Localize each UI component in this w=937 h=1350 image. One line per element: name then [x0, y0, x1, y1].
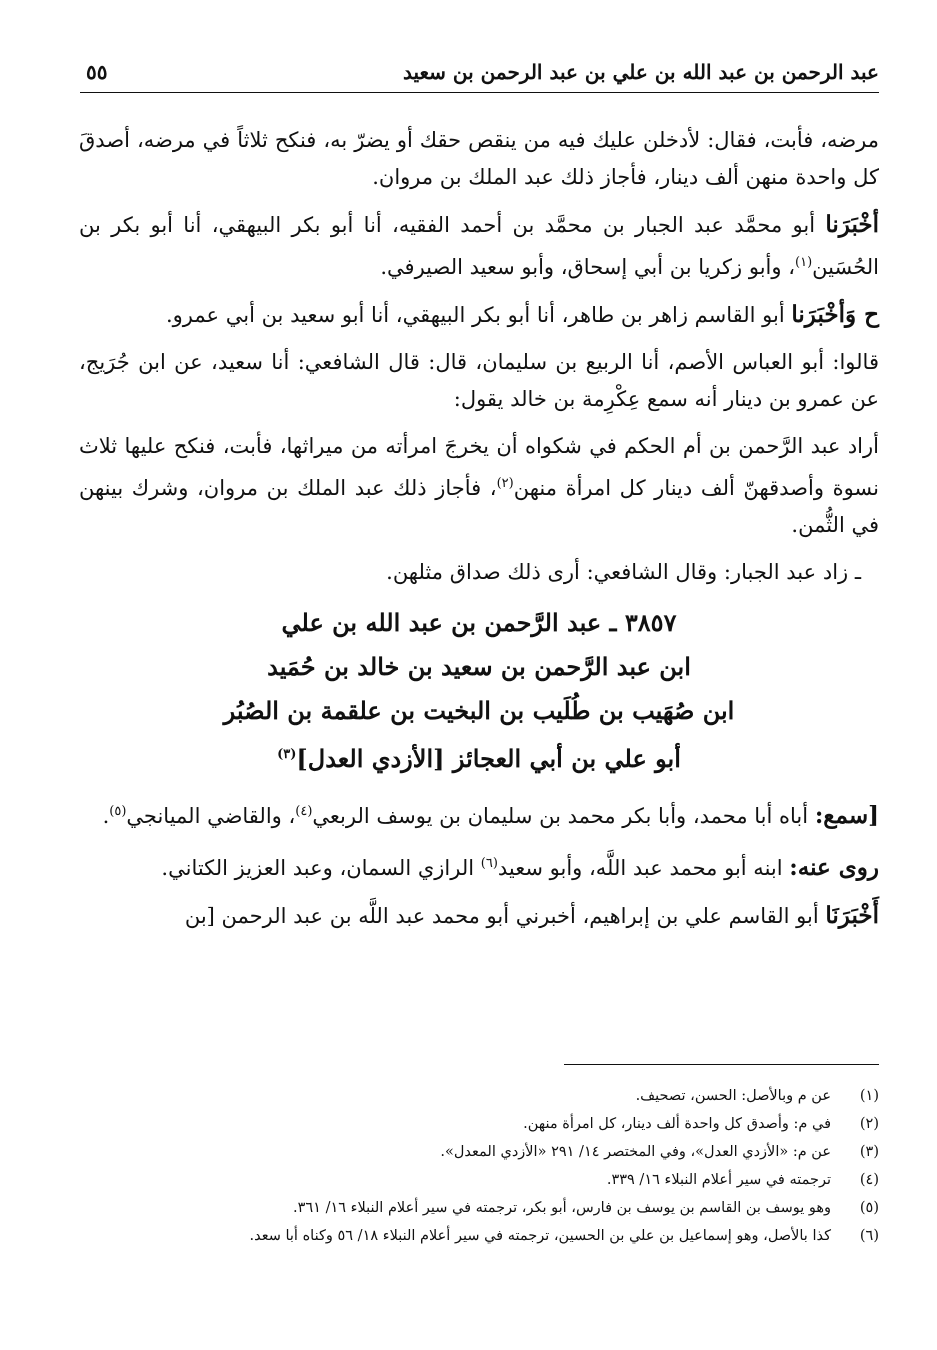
paragraph-text: أبو محمَّد عبد الجبار بن محمَّد بن أحمد الفقيه، أنا أبو بكر البيهقي، أنا أبو بكر بن الحُسَين — [79, 213, 879, 279]
paragraph-text: قالوا: أبو العباس الأصم، أنا الربيع بن سليمان، قال: قال الشافعي: أنا سعيد، عن ابن جُرَيج، عن عمرو بن دينار أنه سمع عِكْرِمة بن خالد يقول: — [79, 350, 879, 411]
entry-heading — [79, 601, 879, 781]
paragraph-text: أبو القاسم علي بن إبراهيم، أخبرني أبو محمد عبد اللَّه بن عبد الرحمن [بن — [184, 904, 819, 928]
footnote — [79, 1194, 879, 1222]
isnad-lead: ح وَأخْبَرَنا — [791, 301, 879, 328]
entry-heading-line — [79, 733, 879, 781]
footnote-ref: (٦) — [480, 856, 498, 871]
footnote-text: عن م وبالأصل: الحسن، تصحيف. — [635, 1088, 831, 1104]
main-text — [79, 122, 879, 945]
footnote-number: (٤) — [859, 1172, 879, 1188]
paragraph — [79, 122, 879, 196]
footnote-number: (٢) — [859, 1116, 879, 1132]
paragraph-text: أبو القاسم زاهر بن طاهر، أنا أبو بكر البيهقي، أنا أبو سعيد بن أبي عمرو. — [165, 303, 785, 327]
footnote — [79, 1222, 879, 1250]
footnote-ref: (١) — [795, 255, 813, 270]
isnad-lead: أخْبَرَنا — [825, 211, 879, 238]
footnote — [79, 1138, 879, 1166]
entry-heading-line: ابن صُهَيب بن طُلَيب بن البخيت بن علقمة بن الصُبُر — [223, 696, 735, 725]
paragraph — [79, 554, 861, 591]
paragraph-text: مرضه، فأبت، فقال: لأدخلن عليك فيه من ينقص حقك أو يضرّ به، فنكح ثلاثاً في مرضه، أصدقَ كل واحدة منهن ألف دينار، فأجاز ذلك عبد الملك بن مروان. — [79, 128, 879, 189]
footnote — [79, 1110, 879, 1138]
footnote-number: (١) — [859, 1088, 879, 1104]
paragraph — [79, 206, 879, 286]
page-number: ٥٥ — [86, 60, 108, 84]
footnote-divider — [564, 1064, 879, 1065]
running-title: عبد الرحمن بن عبد الله بن علي بن عبد الرحمن بن سعيد — [403, 60, 879, 84]
paragraph-text: ، والقاضي الميانجي — [126, 804, 296, 828]
footnote-text: عن م: «الأزدي العدل»، وفي المختصر ١٤/ ٢٩١ «الأزدي المعدل». — [440, 1144, 831, 1160]
isnad-lead: أَخْبَرَنَا — [825, 902, 879, 929]
footnote-number: (٥) — [859, 1200, 879, 1216]
footnote — [79, 1082, 879, 1110]
footnote-text: وهو يوسف بن القاسم بن يوسف بن فارس، أبو بكر، ترجمته في سير أعلام النبلاء ١٦/ ٣٦١. — [293, 1200, 831, 1216]
paragraph — [79, 428, 879, 544]
entry-heading-line: ٣٨٥٧ ـ عبد الرَّحمن بن عبد الله بن علي — [281, 608, 677, 637]
section-lead: [سمع: — [814, 802, 879, 829]
paragraph — [79, 793, 879, 835]
paragraph-text: ، وأبو زكريا بن أبي إسحاق، وأبو سعيد الصيرفي. — [380, 255, 795, 279]
paragraph — [79, 296, 879, 334]
paragraph-text: أباه أبا محمد، وأبا بكر محمد بن سليمان بن يوسف الربعي — [312, 804, 809, 828]
footnote-number: (٦) — [859, 1228, 879, 1244]
footnotes — [79, 1082, 879, 1250]
paragraph — [79, 845, 879, 887]
paragraph-text: ، فأجاز ذلك عبد الملك بن مروان، وشرك بينهن في الثُّمن. — [79, 476, 879, 537]
section-lead: روى عنه: — [789, 854, 879, 881]
paragraph — [79, 344, 879, 418]
footnote — [79, 1166, 879, 1194]
paragraph-text: أراد عبد الرَّحمن بن أم الحكم في شكواه أن يخرجَ امرأته من ميراثها، فأبت، فنكح عليها ثلاث نسوة وأصدقهنّ ألف دينار كل امرأة منهن — [79, 434, 879, 500]
paragraph-text: ابنه أبو محمد عبد اللَّه، وأبو سعيد — [497, 856, 783, 880]
footnote-ref: (٢) — [496, 476, 514, 491]
footnote-ref: (٤) — [295, 804, 313, 819]
page-header — [80, 58, 879, 93]
paragraph — [79, 897, 879, 935]
paragraph-text: . — [102, 804, 110, 828]
paragraph-text: ـ زاد عبد الجبار: وقال الشافعي: أرى ذلك صداق مثلهن. — [386, 560, 861, 584]
footnote-number: (٣) — [859, 1144, 879, 1160]
footnote-text: ترجمته في سير أعلام النبلاء ١٦/ ٣٣٩. — [606, 1172, 831, 1188]
footnote-ref: (٣) — [277, 747, 297, 762]
footnote-text: في م: وأصدق كل واحدة ألف دينار، كل امرأة منهن. — [523, 1116, 831, 1132]
paragraph-text: الرازي السمان، وعبد العزيز الكتاني. — [161, 856, 481, 880]
footnote-ref: (٥) — [109, 804, 127, 819]
footnote-text: كذا بالأصل، وهو إسماعيل بن علي بن الحسين، ترجمته في سير أعلام النبلاء ١٨/ ٥٦ وكناه أبا سعد. — [249, 1228, 831, 1244]
entry-heading-text: أبو علي بن أبي العجائز [الأزدي العدل] — [296, 744, 681, 773]
entry-heading-line: ابن عبد الرَّحمن بن سعيد بن خالد بن حُمَيد — [267, 652, 691, 681]
